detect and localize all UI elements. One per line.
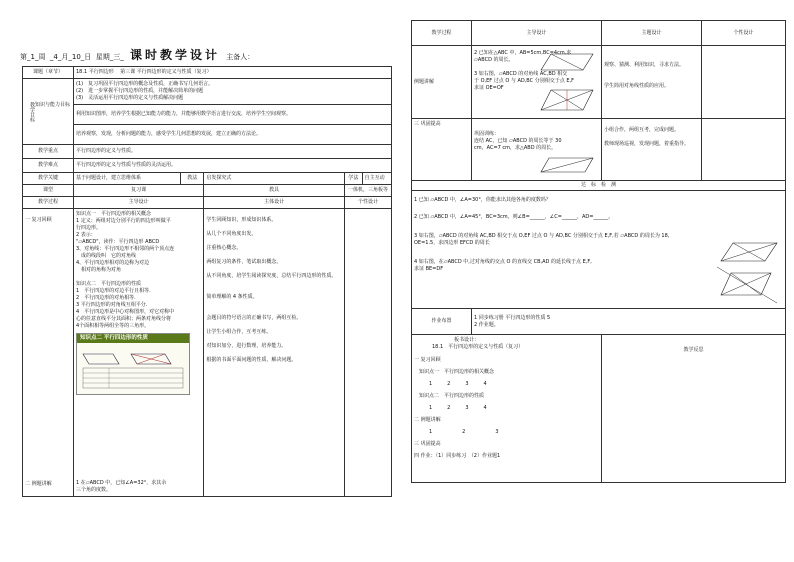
col-subject: 主体设计 <box>204 197 345 209</box>
test-item: 3 如右图，▱ABCD 的对角线 AC,BD 相交于点 O,EF 过点 O 与 AD,BC 分别相交于点 E,F,若 ▱ABCD 的周长为 18, <box>414 233 670 239</box>
personal-column <box>345 209 392 497</box>
subject-line <box>206 322 342 329</box>
topic-label: 课题（章节） <box>23 67 74 79</box>
attitude-text: 培养观察，发现，分析问题的能力，感受学生几何思想的发展，建立正确的方法论。 <box>76 131 262 137</box>
example-line: 三个角的度数。 <box>76 487 112 493</box>
r-consolidate-label <box>412 119 472 181</box>
r-example-content <box>472 46 602 119</box>
test-title: 达 标 检 测 <box>412 181 786 191</box>
col-personal: 个性设计 <box>345 197 392 209</box>
review-line: 4个面积相等两组全等的三角形。 <box>76 323 150 329</box>
review-line: 知识点二 平行四边形的性质 <box>76 281 142 287</box>
board-line: 知识点一 平行四边形的相关概念 <box>414 369 495 375</box>
difficult-label: 教学难点 <box>23 159 74 173</box>
subject-line <box>206 224 342 231</box>
review-line: 3 平行四边形的对角线互相平分. <box>76 302 148 308</box>
r-subject-line: 学生简用对角线性质的应用。 <box>604 83 670 89</box>
subject-line <box>206 287 342 294</box>
right-page <box>400 0 794 562</box>
board-line: 三 巩固提高 <box>414 441 441 447</box>
r-consolidate-line: 连结 AC，已知 ▱ABCD 的周长等于 30 <box>474 138 562 144</box>
key-label: 教学重点 <box>23 145 74 159</box>
r-example-line: 3 如右图，▱ABCD 的对角线 AC,BD 相交 <box>474 71 568 77</box>
r-subject-line <box>604 69 699 76</box>
subject-line <box>206 238 342 245</box>
r-example-subject <box>602 46 702 119</box>
tools-text: 一体机，三角板等 <box>345 185 392 197</box>
parallelogram-figure-2 <box>537 86 597 116</box>
topic-lesson: 第三课 平行四边形的定义与性质（复习） <box>120 69 212 75</box>
right-table <box>411 20 786 483</box>
test-item: 求证 BE=DF <box>414 266 444 272</box>
test-item: 2 已知 ▱ABCD 中，∠A=45°，BC=3cm，则∠B=______，∠C=______，AD=______。 <box>414 214 614 220</box>
knowledge-cell <box>74 79 392 105</box>
r-consolidate-subject-lines <box>604 127 699 148</box>
subject-line: 两组复习的条件，笔试取出概念。 <box>206 259 282 265</box>
review-line: 2 平行四边形的对角相等. <box>76 295 136 301</box>
r-col-design: 主导设计 <box>472 21 602 46</box>
r-consolidate-line: 巩固训练： <box>474 131 500 137</box>
example-line: 1 在▱ABCD 中，已知∠A=32°，求其余 <box>76 480 167 486</box>
r-col-personal: 个性设计 <box>702 21 786 46</box>
subject-line <box>206 266 342 273</box>
subject-line: 对知识加分，进行数理，培养能力。 <box>206 343 287 349</box>
review-line: 行四边形。 <box>76 225 102 231</box>
knowledge-label: 知识与能力目标 <box>35 101 71 108</box>
attitude-cell <box>74 125 392 145</box>
example-label: 二 例题讲解 <box>25 481 52 487</box>
review-label: 一 复习回顾 <box>25 217 52 223</box>
subject-line: 从不同角度，培学生阅读探究度，总结平行四边形的性质。 <box>206 273 337 279</box>
r-consolidate-subject-line: 教师现场巡视，发现问题，着重指导。 <box>604 141 690 147</box>
review-line: 心的任意直线平分其面积；两条对角线分将 <box>76 316 172 322</box>
test-item: 4 如右图，在▱ABCD 中,过对角线的交点 O 的直线交 CB,AD 的延长线于点 E,F, <box>414 259 592 265</box>
reflection <box>602 335 786 483</box>
r-example-line: 求证 OE=OF <box>474 85 504 91</box>
board-line: 一 复习回顾 <box>414 357 441 363</box>
design-column <box>74 209 204 497</box>
r-consolidate-lines <box>474 131 599 152</box>
properties-image-title: 知识点二 平行四边形的性质 <box>77 334 189 343</box>
subject-line <box>206 336 342 343</box>
knowledge-item: (1) 复习巩固平行四边形的概念及性质，正确书写几何语言。 <box>76 81 214 87</box>
process-cell <box>74 105 392 125</box>
r-example-line: 于 O,EF 过点 O 与 AD,BC 分别相交于点 E,F <box>474 78 574 84</box>
board-line: 1 2 3 <box>414 429 499 435</box>
board-line: 1 2 3 4 <box>414 405 487 411</box>
col-design: 主导设计 <box>74 197 204 209</box>
key-text: 平行四边形的定义与性质。 <box>74 145 392 159</box>
study-label: 学法 <box>345 173 363 185</box>
review-line: 1 平行四边形的对边平行且相等. <box>76 288 151 294</box>
date-field: _4_月_10_日 <box>49 53 92 61</box>
process-column <box>23 209 74 497</box>
subject-content <box>206 217 342 364</box>
lesson-plan-table <box>22 66 392 497</box>
subject-line: 从几个不同角度出发。 <box>206 231 257 237</box>
goals-label-text: 教学目标 <box>29 101 35 122</box>
r-consolidate-line: cm，AC=7 cm，求△ABD 的周长。 <box>474 145 557 151</box>
board-line: 四 作业：（1）同步练习 （2）作业题1 <box>414 453 501 459</box>
board-line: 知识点二 平行四边形的性质 <box>414 393 485 399</box>
properties-image <box>76 333 190 395</box>
goals-label <box>23 79 74 145</box>
r-col-subject: 主题设计 <box>602 21 702 46</box>
preparer-field: 主备人： <box>226 53 255 61</box>
knowledge-item: (2) 进一步掌握平行四边形的性质，并能解决简单的问题 <box>76 88 204 94</box>
subject-column <box>204 209 345 497</box>
method-text: 启发探究式 <box>204 173 345 185</box>
parallelogram-figure-4 <box>719 241 779 263</box>
keyword-text: 基于问题设计，建立思维体系 <box>74 173 181 185</box>
difficult-text: 平行四边形的定义与性质与性质的灵活运用。 <box>74 159 392 173</box>
r-consolidate-content <box>472 119 602 181</box>
page-header <box>20 46 254 63</box>
subject-line: 根据的书面平面问题的性质，解决问题。 <box>206 357 297 363</box>
review-line: 成的线段叫 它的对角线 <box>76 253 137 259</box>
study-text: 自主互动 <box>362 173 391 185</box>
topic-cell <box>74 67 392 79</box>
reflection-label: 教学反思 <box>683 347 704 353</box>
test-item: OE=1.5，求四边形 EFCD 的周长 <box>414 240 490 246</box>
homework-label: 作业布置 <box>412 309 472 335</box>
subject-line: 学生回顾知识，形成知识体系。 <box>206 217 277 223</box>
parallelogram-figure-1 <box>537 50 597 76</box>
subject-line <box>206 350 342 357</box>
method-label: 教法 <box>181 173 204 185</box>
r-consolidate-subject-line: 小组合作，两组互考，完成问题。 <box>604 127 680 133</box>
r-personal-1 <box>702 46 786 119</box>
test-item: 1 已知 ▱ABCD 中，∠A=30°，你能求出其他各角的度数吗？ <box>414 197 551 203</box>
knowledge-item: (3) 灵活运用平行四边形的定义与性质解决问题 <box>76 95 184 101</box>
r-subject-line: 观察、猜测、利用知识，寻求方法。 <box>604 62 685 68</box>
review-line: 相对的角称为对角 <box>76 267 122 273</box>
review-content <box>76 211 201 330</box>
topic-section: 18.1 平行四边形 <box>76 69 114 75</box>
review-line: "▱ABCD"，读作：平行四边形 ABCD <box>76 239 160 245</box>
subject-line: 让学生小组合作，互考互练。 <box>206 329 272 335</box>
r-subject-line <box>604 76 699 83</box>
r-example-label: 例题讲解 <box>412 46 472 119</box>
r-consolidate-subject-line <box>604 134 699 141</box>
review-line: 4 平行四边形是中心对称图形，对它对称中 <box>76 309 175 315</box>
keyword-label: 教学关键 <box>23 173 74 185</box>
board-line: 二 例题讲解 <box>414 417 441 423</box>
parallelogram-figure-5 <box>715 265 779 305</box>
col-process: 教学过程 <box>23 197 74 209</box>
r-consolidate-subject <box>602 119 702 181</box>
board-line: 1 2 3 4 <box>414 381 487 387</box>
subject-line <box>206 308 342 315</box>
review-line: 1 定义：两组对边分别平行的四边形叫做平 <box>76 218 171 224</box>
page-title: 课时教学设计 <box>129 48 220 62</box>
board-label: 板书设计： <box>454 337 480 343</box>
parallelogram-diagrams <box>79 346 187 390</box>
homework-item: 2 作业题。 <box>474 321 499 328</box>
r-example-line: 2 已知在△ABC 中，AB=5cm,BC=4cm,求 <box>474 50 572 56</box>
subject-line: 会题目的符号语言的正确书写，两组互检。 <box>206 315 302 321</box>
r-consolidate-label-text: 三 巩固提高 <box>414 121 441 127</box>
example-content <box>76 480 166 494</box>
subject-line: 注重核心概念。 <box>206 245 242 251</box>
type-label: 课型 <box>23 185 74 197</box>
subject-line <box>206 252 342 259</box>
r-col-process: 教学过程 <box>412 21 472 46</box>
board-title: 18.1 平行四边形的定义与性质（复习） <box>432 344 524 350</box>
subject-line: 简单理解的 4 条性质。 <box>206 294 258 300</box>
review-line: 4、平行四边形相对的边称为对边 <box>76 260 150 266</box>
board-design <box>412 335 602 483</box>
weekday-field: 星期_三_ <box>95 53 124 61</box>
r-personal-2 <box>702 119 786 181</box>
homework-content <box>472 309 786 335</box>
review-line: 3、对角线：平行四边形不相邻的两个顶点连 <box>76 246 175 252</box>
board-lines <box>414 357 599 460</box>
test-content <box>412 191 786 309</box>
process-text: 利用知识图形，培养学生根据已知能力的能力，并能够用数学语言进行交流，培养学生空间观察。 <box>76 111 292 117</box>
review-line <box>76 274 201 281</box>
week-field: 第_1_周 <box>20 53 46 61</box>
subject-line <box>206 301 342 308</box>
subject-line <box>206 280 342 287</box>
r-example-subject-lines <box>604 62 699 90</box>
r-example-line: ▱ABCD 的周长。 <box>474 57 514 63</box>
parallelogram-figure-3 <box>537 156 597 176</box>
homework-item: 1 同步练习册 平行四边形的性质 5 <box>474 314 551 321</box>
tools-label: 教具 <box>204 185 345 197</box>
review-line: 2 表示： <box>76 232 96 238</box>
review-line: 知识点一 平行四边形的相关概念 <box>76 211 152 217</box>
type-text: 复习课 <box>74 185 204 197</box>
